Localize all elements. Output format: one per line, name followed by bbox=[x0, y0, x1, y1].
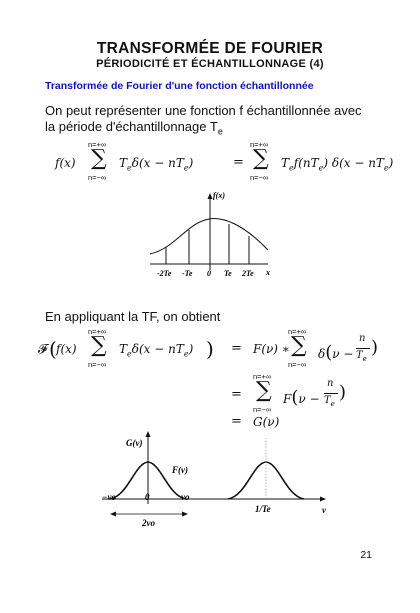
eq2-sum2-sigma: ∑ bbox=[291, 333, 307, 358]
fig1-y-arrow bbox=[208, 193, 213, 199]
intro-line-1: On peut représenter une fonction f échantillonnée avec bbox=[45, 103, 362, 118]
page-subtitle: PÉRIODICITÉ ET ÉCHANTILLONNAGE (4) bbox=[96, 58, 324, 70]
eq1-term1-t: T bbox=[119, 156, 128, 170]
eq2-sum1-sigma: ∑ bbox=[91, 333, 107, 358]
fig2-tick-mvo: −vo bbox=[102, 492, 116, 502]
eq2-frac-num: n bbox=[359, 333, 366, 344]
eq2-equals-1: = bbox=[231, 341, 242, 356]
eq1-term1: $T_e\delta(x - nT_e)$ bbox=[119, 156, 194, 173]
fig2-tick-0: 0 bbox=[145, 492, 150, 502]
fig2-width-arrow-left bbox=[110, 512, 116, 517]
eq2-paren-close-3: ) bbox=[339, 382, 347, 403]
eq1-lhs: f(x) bbox=[55, 156, 76, 170]
eq2-rhs3: G(ν) bbox=[253, 415, 280, 429]
eq2-equals-3: = bbox=[231, 414, 242, 429]
eq2-paren-open: ( bbox=[49, 337, 57, 361]
eq1-sum1-sigma: ∑ bbox=[91, 146, 107, 171]
equation-2 bbox=[38, 328, 383, 428]
fig1-tick-m2: -2Te bbox=[157, 269, 172, 278]
eq2-sum3-lower: n=−∞ bbox=[253, 405, 272, 414]
eq2-sum3-upper: n=+∞ bbox=[253, 372, 272, 381]
eq2-sum1-lower: n=−∞ bbox=[88, 360, 107, 369]
eq1-term2-t: T bbox=[281, 156, 290, 170]
eq2-paren-close-2: ) bbox=[371, 337, 379, 358]
fig1-tick-0: 0 bbox=[207, 269, 211, 278]
fig2-ylabel: G(v) bbox=[126, 438, 143, 448]
eq2-sum2-upper: n=+∞ bbox=[288, 327, 307, 336]
eq2-delta: δ(ν − bbox=[318, 342, 354, 363]
intro-line-2-sub: e bbox=[217, 126, 223, 137]
eq1-sum2-upper: n=+∞ bbox=[250, 140, 269, 149]
fig2-tick-vo: vo bbox=[181, 492, 190, 502]
eq2-shift-f: F bbox=[283, 392, 292, 406]
eq2-fourier-op: 𝓕 bbox=[38, 342, 48, 357]
eq2-paren-close: ) bbox=[206, 337, 214, 361]
fig2-width-label: 2vo bbox=[142, 518, 155, 528]
fig2-xlabel: v bbox=[322, 505, 326, 515]
transition-text: En appliquant la TF, on obtient bbox=[45, 309, 221, 324]
eq2-frac2-bar bbox=[324, 393, 338, 394]
fig1-xlabel: x bbox=[266, 268, 270, 277]
eq2-equals-2: = bbox=[231, 387, 242, 402]
page-title: TRANSFORMÉE DE FOURIER bbox=[96, 40, 324, 57]
intro-line-2-text: la période d'échantillonnage T bbox=[45, 119, 218, 134]
eq1-equals: = bbox=[233, 155, 244, 170]
eq1-sum2-sigma: ∑ bbox=[253, 146, 269, 171]
eq2-term: $T_e\delta(x - nT_e)$ bbox=[119, 342, 194, 359]
eq2-frac-den: $T_e$ bbox=[356, 350, 367, 363]
eq2-shift: F(ν − bbox=[283, 387, 320, 408]
eq1-sum1-upper: n=+∞ bbox=[88, 140, 107, 149]
eq2-frac2-num: n bbox=[327, 378, 334, 389]
eq1-term2-rest: f(nT bbox=[293, 156, 319, 170]
eq1-sum1-lower: n=−∞ bbox=[88, 173, 107, 182]
fig1-tick-p2: 2Te bbox=[242, 269, 254, 278]
fig2-width-arrow-right bbox=[182, 512, 188, 517]
eq2-sum2-lower: n=−∞ bbox=[288, 360, 307, 369]
fig1-ylabel: f(x) bbox=[213, 191, 225, 200]
fig2-x-arrow bbox=[320, 497, 326, 502]
eq2-sum1-upper: n=+∞ bbox=[88, 327, 107, 336]
eq2-frac2-den: $T_e$ bbox=[324, 395, 335, 408]
fig1-curve bbox=[150, 218, 268, 254]
fig2-y-arrow bbox=[146, 431, 151, 437]
page-number: 21 bbox=[360, 549, 372, 561]
eq1-term1-rest: δ(x − nT bbox=[131, 156, 184, 170]
eq1-term2-tail: ) δ(x − nT bbox=[323, 156, 384, 170]
fig2-tick-1te: 1/Te bbox=[255, 504, 271, 514]
eq2-rhs1: F(ν) ∗ bbox=[253, 342, 290, 356]
eq2-sum3-sigma: ∑ bbox=[256, 378, 272, 403]
eq2-frac-bar bbox=[356, 348, 370, 349]
fig1-tick-m1: -Te bbox=[182, 269, 193, 278]
section-heading: Transformée de Fourier d'une fonction échantillonnée bbox=[45, 80, 314, 92]
fig1-tick-p1: Te bbox=[224, 269, 232, 278]
fig2-curve-label: F(v) bbox=[172, 465, 188, 475]
eq2-fx: f(x) bbox=[56, 342, 77, 356]
eq1-term2: $T_ef(nT_e) \delta(x - nT_e)$ bbox=[281, 156, 394, 173]
eq1-sum2-lower: n=−∞ bbox=[250, 173, 269, 182]
